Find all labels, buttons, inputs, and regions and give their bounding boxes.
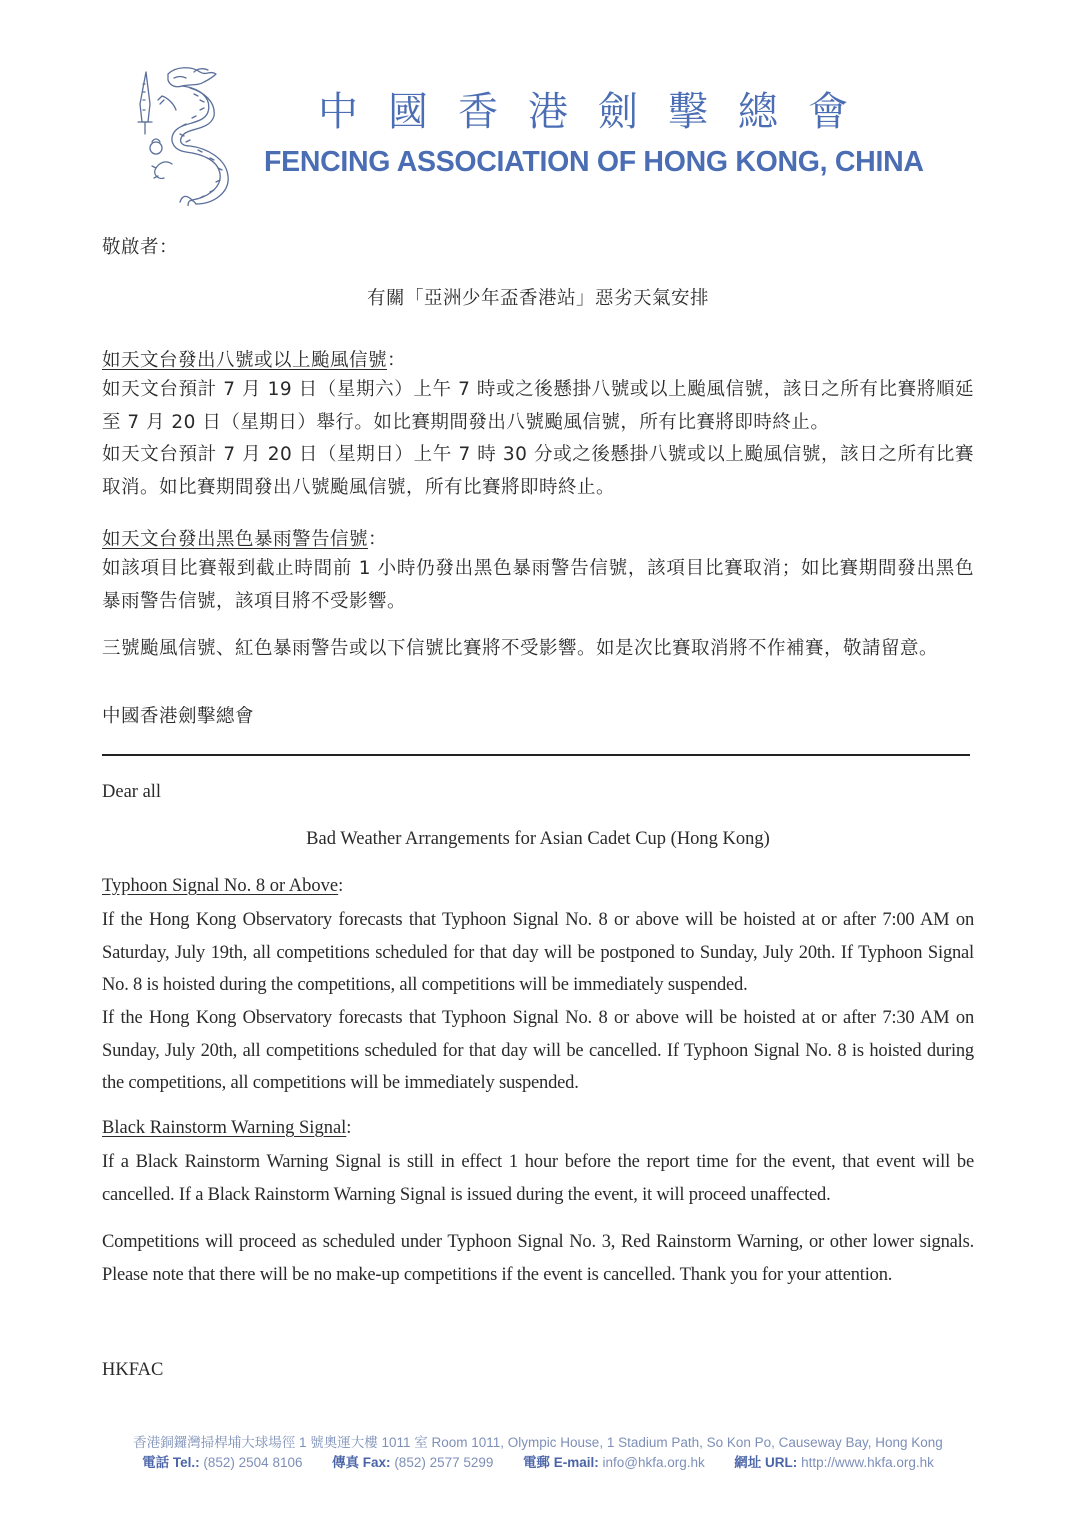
english-rainstorm-paragraph: If a Black Rainstorm Warning Signal is still in effect 1 hour before the report time for the event, that event will be cancelled. If a Black Rainstorm Warning Signal is issued during the event, it will proceed unaffected. xyxy=(102,1152,974,1205)
chinese-rainstorm-heading: 如天文台發出黑色暴雨警告信號 xyxy=(102,529,369,550)
chinese-salutation: 敬啟者： xyxy=(102,237,179,258)
heading-colon: : xyxy=(346,1118,352,1138)
chinese-typhoon-paragraph-1: 如天文台預計 7 月 19 日（星期六）上午 7 時或之後懸掛八號或以上颱風信號，該日之所有比賽將順延至 7 月 20 日（星期日）舉行。如比賽期間發出八號颱風信號，所有比賽將即時終止。 xyxy=(102,379,974,433)
section-divider xyxy=(102,754,970,756)
dragon-sword-logo-icon xyxy=(134,64,234,206)
english-closing-note: Competitions will proceed as scheduled under Typhoon Signal No. 3, Red Rainstorm Warning, or other lower signals. Please note that there will be no make-up competitions if the event is cancelled. Thank you for your attention. xyxy=(102,1232,974,1285)
footer-address: 香港銅鑼灣掃桿埔大球場徑 1 號奧運大樓 1011 室 Room 1011, Olympic House, 1 Stadium Path, So Kon Po, Causeway Bay, Hong Kong xyxy=(133,1435,943,1450)
english-rainstorm-heading: Black Rainstorm Warning Signal xyxy=(102,1118,347,1138)
english-typhoon-paragraph-2: If the Hong Kong Observatory forecasts that Typhoon Signal No. 8 or above will be hoisted at or after 7:30 AM on Sunday, July 20th, all competitions scheduled for that day will be cancelled. If Typhoon Signal No. 8 is hoisted during the competitions, all competitions will be immediately suspended. xyxy=(102,1008,974,1093)
chinese-rainstorm-paragraph: 如該項目比賽報到截止時間前 1 小時仍發出黑色暴雨警告信號，該項目比賽取消；如比賽期間發出黑色暴雨警告信號，該項目將不受影響。 xyxy=(102,558,974,612)
english-rainstorm-heading-wrap xyxy=(102,1118,351,1139)
email-label-en: E-mail: xyxy=(553,1455,599,1470)
english-typhoon-paragraph-1: If the Hong Kong Observatory forecasts that Typhoon Signal No. 8 or above will be hoisted at or after 7:00 AM on Saturday, July 19th, all competitions scheduled for that day will be postponed to Sunday, July 20th. If Typhoon Signal No. 8 is hoisted during the competitions, all competitions will be immediately suspended. xyxy=(102,910,974,995)
email-link[interactable]: info@hkfa.org.hk xyxy=(602,1455,705,1470)
english-salutation: Dear all xyxy=(102,782,162,802)
english-typhoon-heading: Typhoon Signal No. 8 or Above xyxy=(102,876,339,896)
org-name-english: FENCING ASSOCIATION OF HONG KONG, CHINA xyxy=(264,146,924,178)
heading-colon: ： xyxy=(387,350,407,371)
fax-number: (852) 2577 5299 xyxy=(394,1455,494,1470)
heading-colon: : xyxy=(338,876,344,896)
org-name-chinese: 中國香港劍擊總會 xyxy=(318,89,878,135)
fax-label-zh: 傳真 xyxy=(332,1455,360,1470)
english-typhoon-heading-wrap xyxy=(102,876,343,897)
tel-label-zh: 電話 xyxy=(142,1455,170,1470)
chinese-rainstorm-heading-wrap xyxy=(102,525,387,551)
chinese-typhoon-heading-wrap xyxy=(102,346,406,372)
letterhead xyxy=(0,0,1076,220)
url-label-en: URL: xyxy=(765,1455,798,1470)
english-notice-title: Bad Weather Arrangements for Asian Cadet Cup (Hong Kong) xyxy=(306,829,770,849)
chinese-signature: 中國香港劍擊總會 xyxy=(102,706,255,727)
footer-contacts xyxy=(0,1451,1076,1471)
chinese-closing-note: 三號颱風信號、紅色暴雨警告或以下信號比賽將不受影響。如是次比賽取消將不作補賽，敬請留意。 xyxy=(102,638,939,659)
english-signature: HKFAC xyxy=(102,1360,164,1380)
email-label-zh: 電郵 xyxy=(522,1455,550,1470)
url-label-zh: 網址 xyxy=(734,1455,762,1470)
chinese-notice-title: 有關「亞洲少年盃香港站」惡劣天氣安排 xyxy=(366,288,709,309)
chinese-typhoon-paragraph-2: 如天文台預計 7 月 20 日（星期日）上午 7 時 30 分或之後懸掛八號或以上颱風信號，該日之所有比賽取消。如比賽期間發出八號颱風信號，所有比賽將即時終止。 xyxy=(102,444,974,498)
website-link[interactable]: http://www.hkfa.org.hk xyxy=(801,1455,934,1470)
heading-colon: ： xyxy=(368,529,388,550)
tel-number[interactable]: (852) 2504 8106 xyxy=(203,1455,303,1470)
fax-label-en: Fax: xyxy=(362,1455,391,1470)
chinese-typhoon-heading: 如天文台發出八號或以上颱風信號 xyxy=(102,350,388,371)
tel-label-en: Tel.: xyxy=(172,1455,200,1470)
